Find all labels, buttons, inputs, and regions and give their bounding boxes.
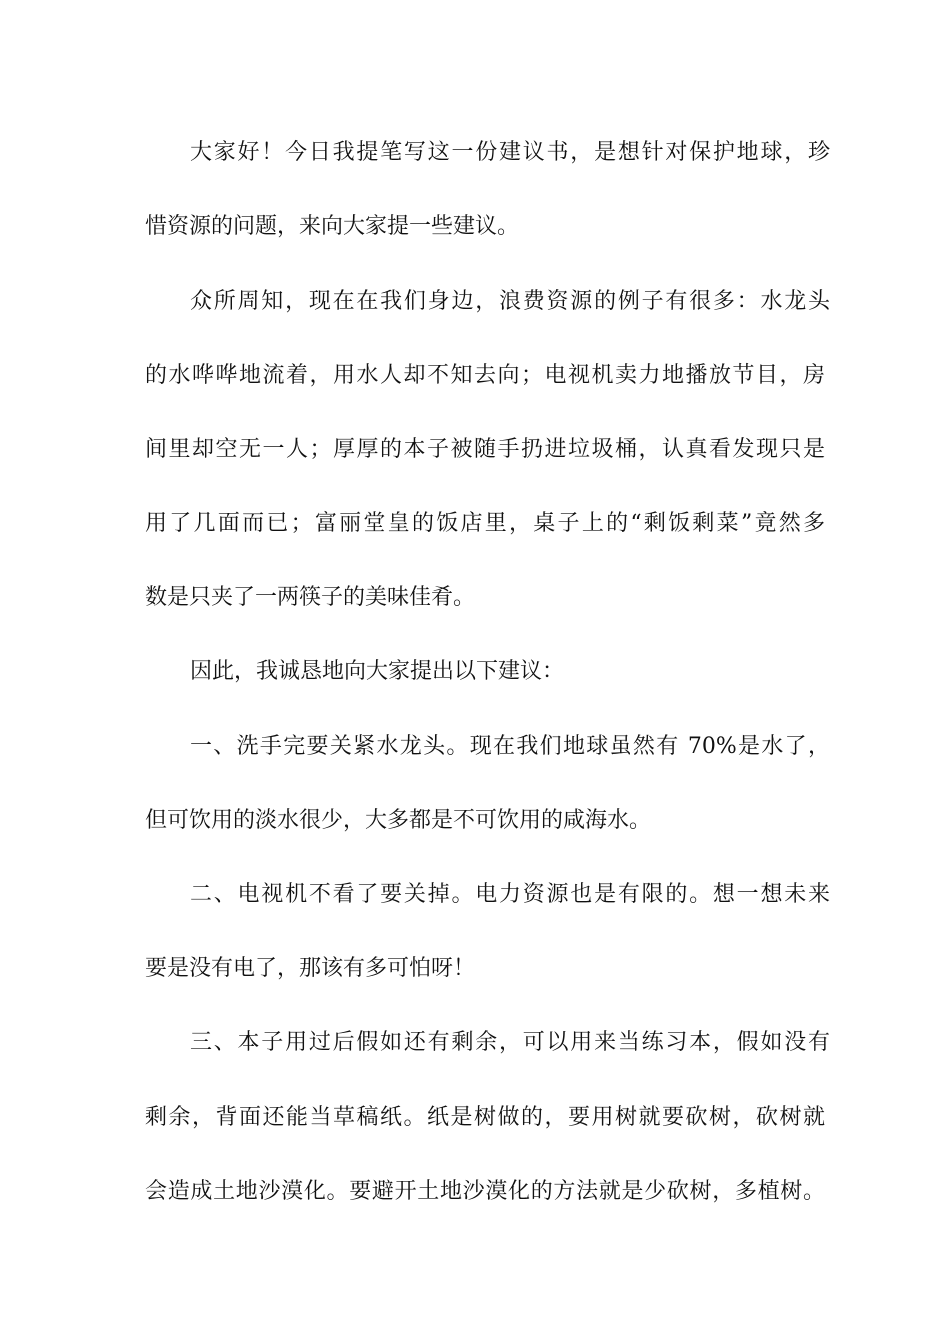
paragraph-5-line-2: 要是没有电了，那该有多可怕呀！ (145, 956, 476, 981)
paragraph-1-line-1: 大家好！今日我提笔写这一份建议书，是想针对保护地球，珍 (190, 140, 830, 165)
paragraph-2-line-4: 用了几面而已；富丽堂皇的饭店里，桌子上的“剩饭剩菜”竟然多 (145, 511, 825, 536)
paragraph-4-line-2: 但可饮用的淡水很少，大多都是不可饮用的咸海水。 (145, 808, 652, 833)
paragraph-3-line-1: 因此，我诚恳地向大家提出以下建议： (190, 659, 565, 684)
paragraph-6-line-1: 三、本子用过后假如还有剩余，可以用来当练习本，假如没有 (190, 1030, 830, 1055)
paragraph-2-line-2: 的水哗哗地流着，用水人却不知去向；电视机卖力地播放节目，房 (145, 363, 825, 388)
paragraph-6-line-3: 会造成土地沙漠化。要避开土地沙漠化的方法就是少砍树，多植树。 (145, 1179, 825, 1204)
paragraph-2-line-5: 数是只夹了一两筷子的美味佳肴。 (145, 585, 476, 610)
paragraph-6-line-2: 剩余，背面还能当草稿纸。纸是树做的，要用树就要砍树，砍树就 (145, 1105, 825, 1130)
paragraph-5-line-1: 二、电视机不看了要关掉。电力资源也是有限的。想一想未来 (190, 882, 830, 907)
paragraph-4-line-1: 一、洗手完要关紧水龙头。现在我们地球虽然有 70%是水了， (190, 734, 830, 759)
paragraph-2-line-1: 众所周知，现在在我们身边，浪费资源的例子有很多：水龙头 (190, 289, 830, 314)
paragraph-1-line-2: 惜资源的问题，来向大家提一些建议。 (145, 214, 520, 239)
paragraph-2-line-3: 间里却空无一人；厚厚的本子被随手扔进垃圾桶，认真看发现只是 (145, 437, 825, 462)
